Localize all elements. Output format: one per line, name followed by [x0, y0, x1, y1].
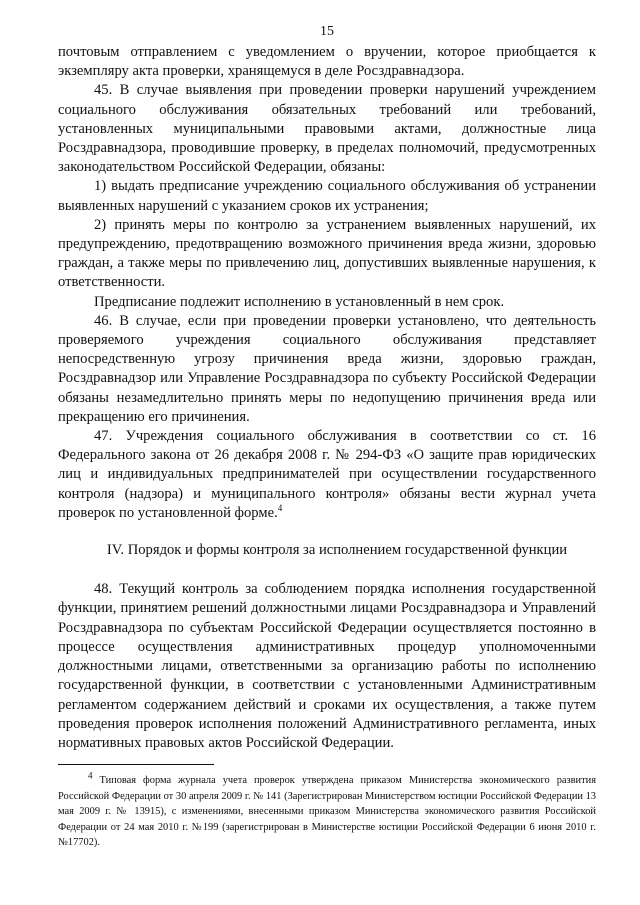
paragraph-45: 45. В случае выявления при проведении проверки нарушений учреждением социального обслуживания обязательных требований или требований, установленных муниципальными правовыми актами, должностные лица Росздравнадзора, проводившие проверку, в пределах полномочий, предусмотренных законодательством Российской Федерации, обязаны:	[58, 82, 596, 176]
paragraph-46: 46. В случае, если при проведении проверки установлено, что деятельность проверяемого учреждения социального обслуживания представляет непосредственную угрозу причинения вреда жизни, здоровью граждан, Росздравнадзор или Управление Росздравнадзора по субъекту Российской Федерации обязаны незамедлительно принять меры по недопущению причинения вреда или прекращению его причинения.	[58, 312, 596, 425]
paragraph-47-text: 47. Учреждения социального обслуживания в соответствии со ст. 16 Федерального закона от 26 декабря 2008 г. № 294-ФЗ «О защите прав юридических лиц и индивидуальных предпринимателей при осуществлении государственного контроля (надзора) и муниципального контроля» обязаны вести журнал учета проверок по установленной форме.	[58, 428, 596, 521]
footnote	[58, 770, 596, 851]
section-heading: IV. Порядок и формы контроля за исполнением государственной функции	[106, 542, 568, 559]
footnote-text: Типовая форма журнала учета проверок утверждена приказом Министерства экономического развития Российской Федерации от 30 апреля 2009 г. № 141 (Зарегистрирован Министерством юстиции Российской Федерации 13 мая 2009 г. № 13915), с изменениями, внесенными приказом Министерства экономического развития Российской Федерации от 24 мая 2010 г. №199 (зарегистрирован в Министерстве юстиции Российской Федерации 6 июня 2010 г. №17702).	[58, 775, 596, 848]
paragraph-continuation: почтовым отправлением с уведомлением о вручении, которое приобщается к экземпляру акта проверки, хранящемуся в деле Росздравнадзора.	[58, 44, 596, 80]
footnote-marker: 4	[88, 770, 93, 781]
list-item-2: 2) принять меры по контролю за устранением выявленных нарушений, их предупреждению, предотвращению возможного причинения вреда жизни, здоровью граждан, а также меры по привлечению лиц, допустивших выявленные нарушения, к ответственности.	[58, 216, 596, 291]
paragraph-48: 48. Текущий контроль за соблюдением порядка исполнения государственной функции, принятием решений должностными лицами Росздравнадзора и Управлений Росздравнадзора по субъектам Российской Федерации осуществляется постоянно в процессе осуществления административных процедур уполномоченными должностными лицами, ответственными за организацию работы по исполнению государственной функции, в соответствии с установленными Административным регламентом содержанием действий и сроками их осуществления, а также путем проведения проверок исполнения положений Административного регламента, иных нормативных правовых актов Российской Федерации.	[58, 581, 596, 751]
page-number: 15	[320, 24, 334, 39]
paragraph-prescription: Предписание подлежит исполнению в установленный в нем срок.	[94, 293, 505, 310]
footnote-reference: 4	[277, 503, 283, 514]
paragraph-47	[58, 427, 596, 523]
document-body	[58, 43, 596, 753]
list-item-1: 1) выдать предписание учреждению социального обслуживания об устранении выявленных нарушений с указанием сроков их устранения;	[58, 178, 596, 214]
footnote-divider	[58, 764, 214, 765]
